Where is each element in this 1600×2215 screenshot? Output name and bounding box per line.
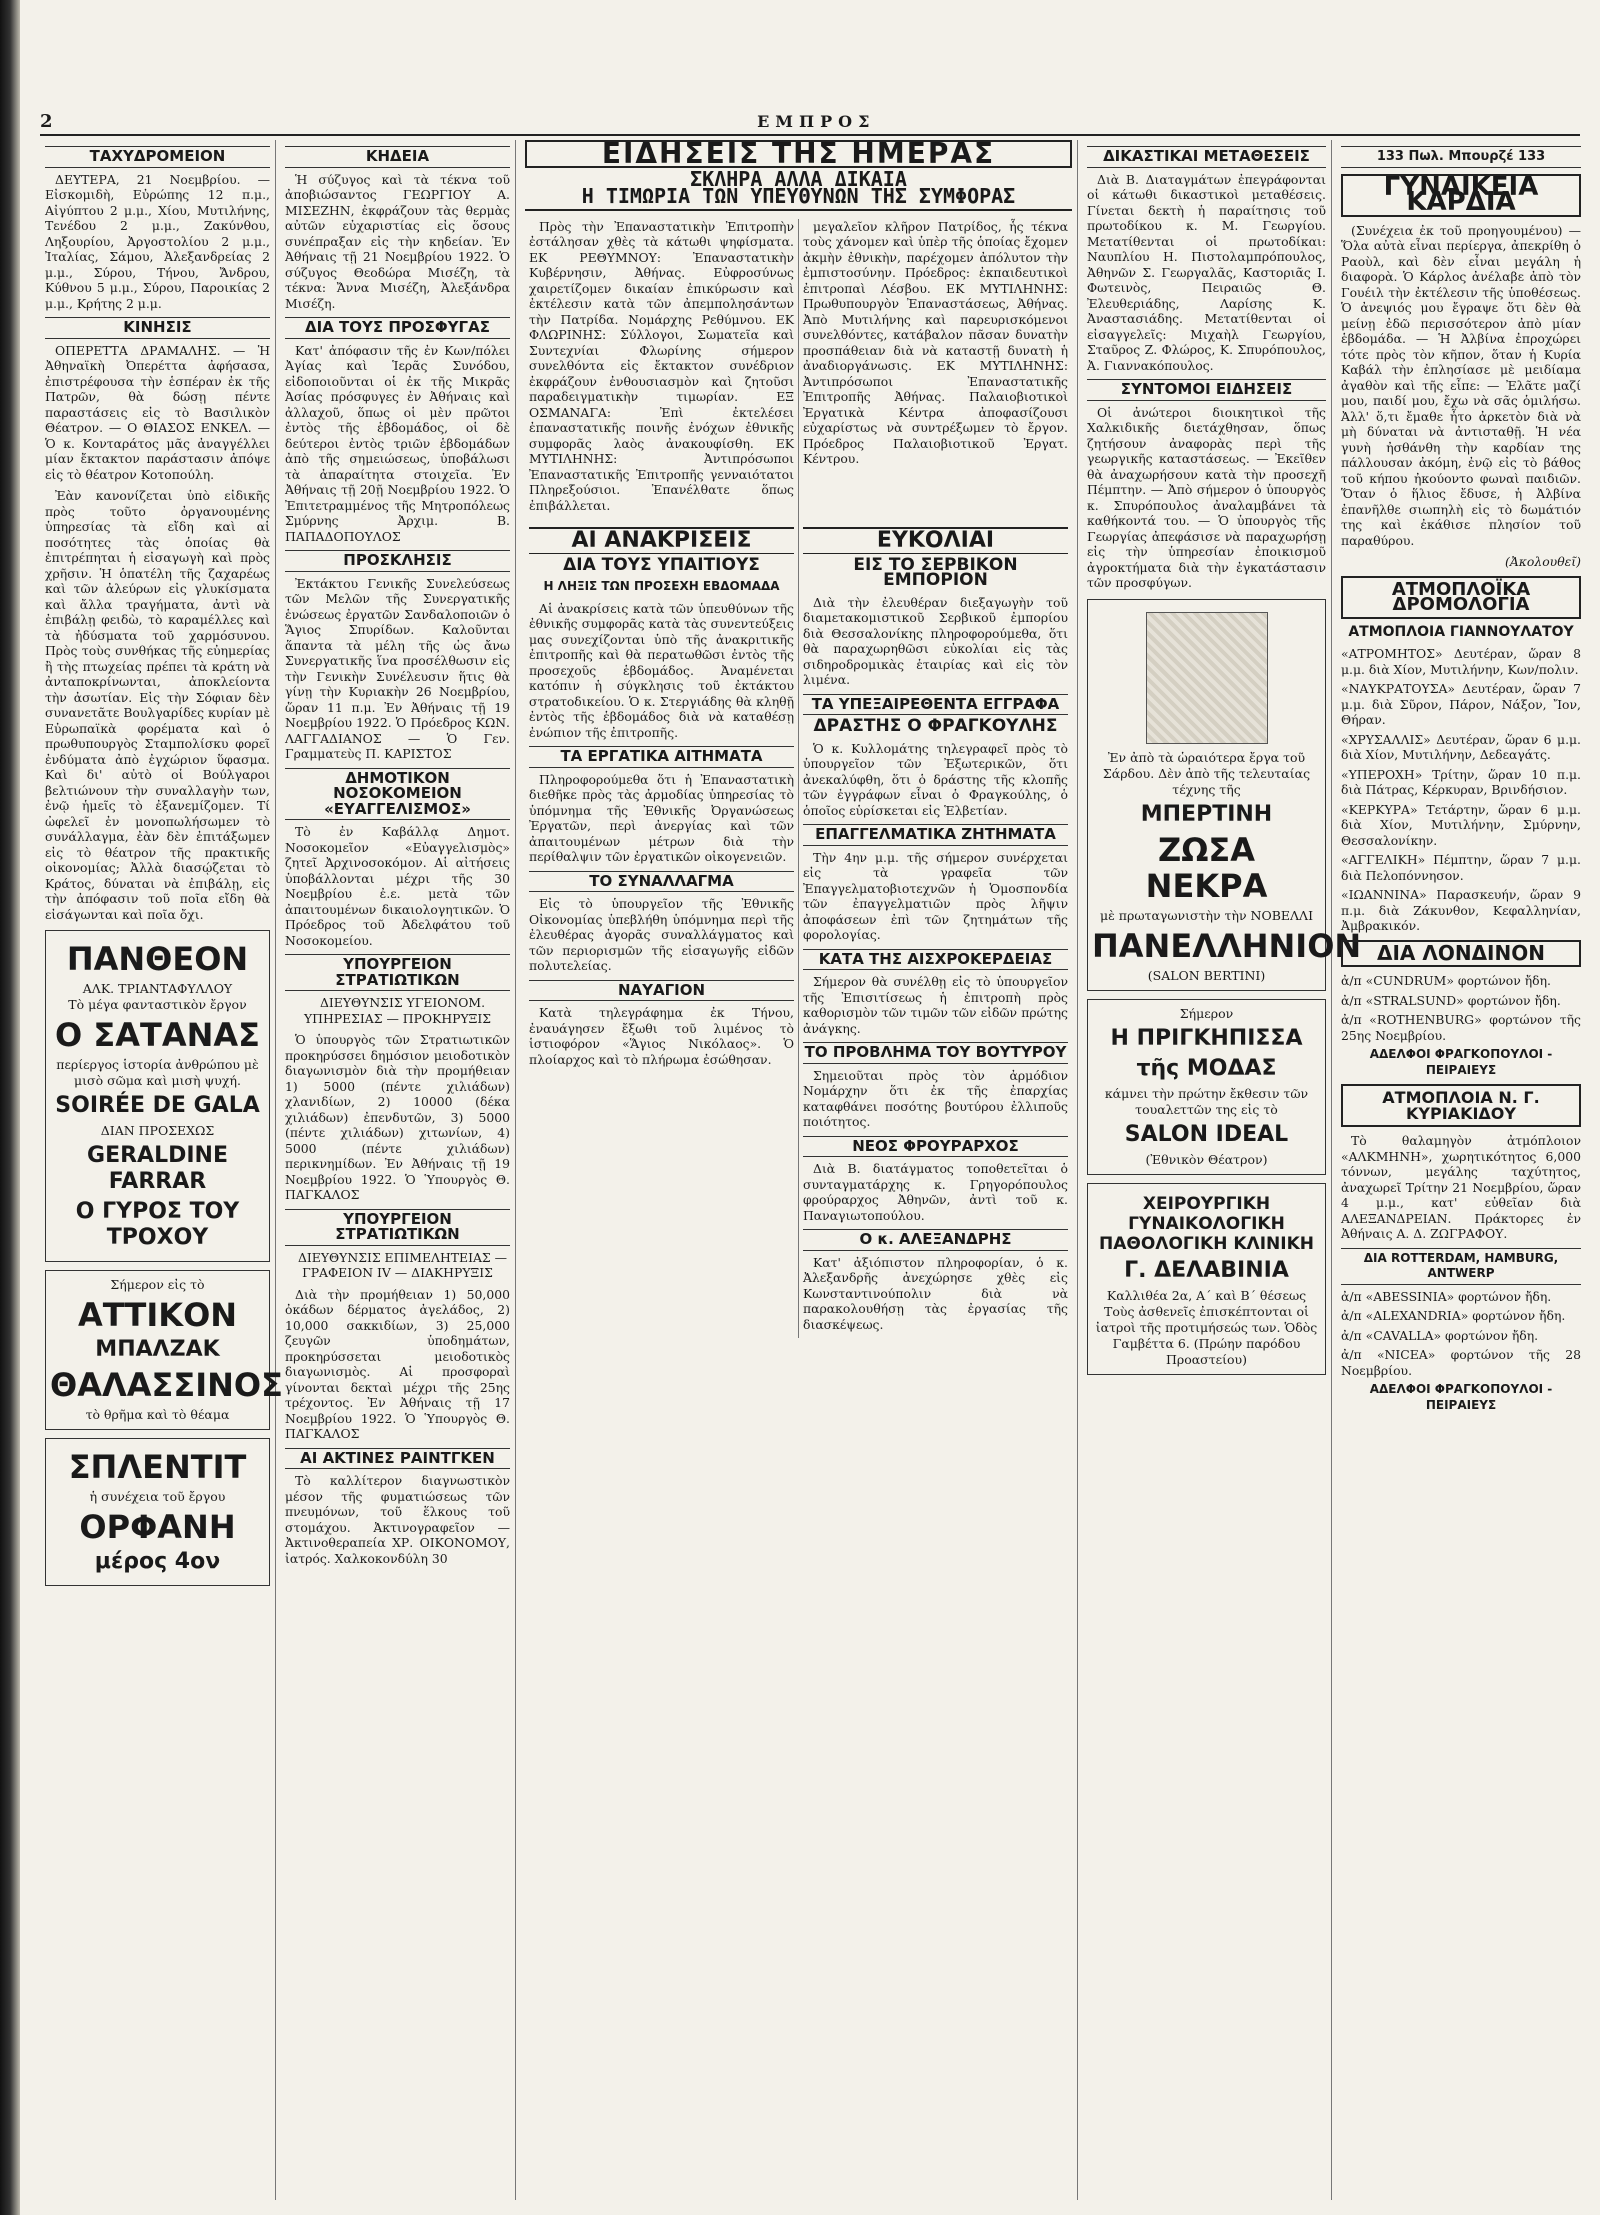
short-news-heading: ΣΥΝΤΟΜΟΙ ΕΙΔΗΣΕΙΣ (1087, 379, 1326, 401)
ad-today: Σήμερον εἰς τὸ (110, 1277, 205, 1292)
exchange-text: Εἰς τὸ ὑπουργεῖον τῆς Ἐθνικῆς Οἰκονομίας ὑπεβλήθη ὑπόμνημα περὶ τῆς ἐλευθέρας ἀγορᾶς συναλλάγματος καὶ τῶν περιορισμῶν τῆς εἰσαγωγῆς εἰδῶν πολυτελείας. (529, 896, 794, 973)
inquiry-text: Αἱ ἀνακρίσεις κατὰ τῶν ὑπευθύνων τῆς ἐθνικῆς συμφορᾶς κατὰ τὰς συνεντεύξεις μας συνεχίζονται ὑπὸ τῆς ἀνακριτικῆς ἐπιτροπῆς καὶ θὰ περατωθῶσι ἐντὸς τῆς προσεχοῦς ἑβδομάδος. Ἀναμένεται κατόπιν ἡ σύγκλησις τοῦ ἐκτάκτου στρατοδικείου. Ὁ κ. Στεργιάδης θὰ κληθῇ ἐντὸς τῆς ἑβδομάδος διὰ νὰ καταθέσῃ ἐνώπιον τῆς ἐπιτροπῆς. (529, 600, 794, 740)
ad-cinema-name: ΠΑΝΕΛΛΗΝΙΟΝ (1092, 926, 1362, 965)
shipping-routes-heading: ΑΤΜΟΠΛΟΪΚΑ ΔΡΟΜΟΛΟΓΙΑ (1341, 576, 1581, 619)
main-subheadline: Η ΤΙΜΩΡΙΑ ΤΩΝ ΥΠΕΥΘΥΝΩΝ ΤΗΣ ΣΥΜΦΟΡΑΣ (525, 189, 1072, 211)
ad-description: περίεργος ἱστορία ἀνθρώπου μὲ μισὸ σῶμα καὶ μισὴ ψυχή. (56, 1057, 259, 1088)
resolutions-left-text: Πρὸς τὴν Ἐπαναστατικὴν Ἐπιτροπὴν ἐστάλησαν χθὲς τὰ κάτωθι ψηφίσματα. ΕΚ ΡΕΘΥΜΝΟΥ: Ἐπαναστατικὴν Κυβέρνησιν, Ἀθήνας. Εὐφροσύνως χαιρετίζομεν δικαίαν ἐπικύρωσιν καὶ ἐκτέλεσιν κατὰ τῶν ἀπεμπολησάντων τὴν Πατρίδα. Νομάρχης Ρεθύμνου. ΕΚ ΦΛΩΡΙΝΗΣ: Σύλλογοι, Σωματεῖα καὶ Συντεχνίαι Φλωρίνης σήμερον συνελθόντα εἰς ἔκτακτον συνέδριον ἐκφράζουν ἐνθουσιασμὸν καὶ ζητοῦσι παραδειγματικὴν τιμωρίαν. ΕΞ ΟΣΜΑΝΑΓΑ: Ἐπὶ ἐκτελέσει ἐπαναστατικῆς ποινῆς ἐνόχων ἐθνικῆς συμφορᾶς λαὸς ἀνακουφίσθη. ΕΚ ΜΥΤΙΛΗΝΗΣ: Ἀντιπρόσωποι Ἐπαναστατικῆς Ἐπιτροπῆς γενναιότατοι Πληρεξούσιοι. Ἐπανέλθατε ὅπως ἐπιβάλλεται. (529, 218, 794, 513)
alexandris-text: Κατ' ἀξιόπιστον πληροφορίαν, ὁ κ. Ἀλεξανδρῆς ἀνεχώρησε χθὲς εἰς Κωνσταντινούπολιν διὰ νὰ παρακολουθήσῃ τὰς ἐργασίας τῆς διασκέψεως. (803, 1254, 1068, 1332)
documents-subheading: ΔΡΑΣΤΗΣ Ο ΦΡΑΓΚΟΥΛΗΣ (813, 716, 1058, 736)
post-office-heading: ΤΑΧΥΔΡΟΜΕΙΟΝ (45, 146, 270, 168)
butter-text: Σημειοῦται πρὸς τὸν ἀρμόδιον Νομάρχην ὅτι ἐκ τῆς ἐπαρχίας καταφθάνει ποσότης βουτύρου ἐλλιποῦς ποιότητος. (803, 1067, 1068, 1129)
ad-owner: ΑΛΚ. ΤΡΙΑΝΤΑΦΥΛΛΟΥ (82, 981, 233, 996)
splendid-cinema-ad (45, 1438, 270, 1586)
article-text: Ἐὰν κανονίζεται ὑπὸ εἰδικῆς πρὸς τοῦτο ὀργανουμένης ὑπηρεσίας τὰ εἴδη καὶ αἱ ποσότητες τὰς ὁποίας θὰ ἐπιτρέπηται ἡ εἰσαγωγὴ καὶ πρὸς χρῆσιν. Ἡ ὁπατέλη τῆς ζαχαρέως καὶ τῶν ἀλεύρων εἰς γλυκίσματα καὶ ἄλλα τραγήματα, ἀντὶ νὰ ἐπιβάλῃ φειδὼ, τὸ καραμέλλες καὶ τὰ ἠδύσματα τοῦ χαρμόσυνου. Πρὸς τοὺς συνθήκας τῆς εὐημερίας ἢ τὴς πτωχείας πρέπει τὰ κράτη νὰ ἀνταποκρίνωνται, ἀποκλείοντα τὴν ἀσωτίαν. Εἰς τὴν Σόφιαν δὲν συνανετᾶτε Βουλγαρίδες κυρίαν μὲ Εὐρωπαϊκὰ φορέματα καὶ ὁ πρωθυπουργὸς Σταμπολίσκυ φορεῖ ἐνδύματα ἀπὸ ἐγχώριον ὕφασμα. Καὶ δι' αὐτὸ οἱ Βούλγαροι βελτιώνουν τὴν συναλλαγὴν των, ἐνῷ ἡμεῖς τὸ ἐξανεμίζομεν. Τί ὠφελεῖ ἐν μονοπωλήσωμεν τὸ συνάλλαγμα, ἐὰν δὲν ἐπιτάξωμεν εἰς τὸ θέατρον τῆς πρακτικῆς οἰκονομίας; Ἀλλὰ διασῴζεται τὸ Κράτος, δύναται νὰ ἐπιβάλῃ, εἰς τὴν ἀπόφασιν τοῦ ποῖα εἴδη θὰ εἰσάγωνται καὶ ποῖα ὄχι. (45, 488, 270, 922)
theatre-heading: ΚΙΝΗΣΙΣ (45, 317, 270, 339)
list-item: «ΑΓΓΕΛΙΚΗ» Πέμπτην, ὥραν 7 μ.μ. διὰ Πελοπόννησον. (1341, 852, 1581, 883)
column-1 (40, 140, 283, 2200)
shipwreck-heading: ΝΑΥΑΓΙΟΝ (529, 980, 794, 1002)
alexandris-heading: Ο κ. ΑΛΕΞΑΝΔΡΗΣ (803, 1229, 1068, 1251)
ad-line-2: μὲ πρωταγωνιστὴν τὴν ΝΟΒΕΛΛΙ (1099, 907, 1314, 923)
labor-text: Πληροφορούμεθα ὅτι ἡ Ἐπαναστατικὴ διεθῆκε πρὸς τὰς ἀρμοδίας ὑπηρεσίας τὸ ὑπόμνημα τῆς Ἐθνικῆς Ὀργανώσεως Ἐργατῶν, περὶ ἀνεργίας καὶ τῶν ἀπαιτουμένων μέτρων διὰ τὴν περίθαλψιν τῶν ἐργατικῶν οἰκογενειῶν. (529, 771, 794, 864)
serial-text: (Συνέχεια ἐκ τοῦ προηγουμένου) — Ὅλα αὐτὰ εἶναι περίεργα, ἀπεκρίθη ὁ Ραοὺλ, καὶ δὲν εἶναι μεγάλη ἡ διαφορὰ. Ὁ Κάρλος ἀνέλαβε ἀπὸ τὸν Γουέιλ τὴν ἐκτέλεσιν τῆς ὑποθέσεως. Ὁ ἀνεψιός μου ἔγραψε ὅτι δὲν θὰ μείνῃ ἐδῶ περισσότερον ἀπὸ μίαν ἑβδομάδα. — Ἡ Ἀλβίνα ἐπροχώρει τότε πρὸς τὸν κῆπον, ὅταν ἡ Κυρία Καβάλ τὴν ἐπλησίασε μὲ μειδίαμα ἀγαθὸν καὶ τῆς εἶπε: — Ἐλᾶτε μαζί μου, παιδί μου, ἔχω νὰ σᾶς ὁμιλήσω. Ἀλλ' ὅ,τι ἔμαθε ἦτο ἀρκετὸν διὰ νὰ μὴ δύναται νὰ ἀντισταθῇ. Ἡ νέα γυνὴ ἠσθάνθη τὴν καρδίαν της πάλλουσαν ἀκόμη, ἐνῷ εἰς τὸ βάθος τοῦ κήπου ἠκούοντο φωναὶ παιδιῶν. Ὅταν ὁ ἥλιος ἔδυσε, ἡ Ἀλβίνα ἐπανῆλθε σιωπηλὴ εἰς τὸ δωμάτιόν της καὶ ἐκάθισε πλησίον τοῦ παραθύρου. (1341, 222, 1581, 548)
ministry-notice-1-sub: ΔΙΕΥΘΥΝΣΙΣ ΥΓΕΙΟΝΟΜ. ΥΠΗΡΕΣΙΑΣ — ΠΡΟΚΗΡΥΞΙΣ (303, 995, 492, 1026)
ad-cinema-name: ΣΠΛΕΝΤΙΤ (68, 1448, 247, 1486)
profiteering-text: Σήμερον θὰ συνέλθῃ εἰς τὸ ὑπουργεῖον τῆς Ἐπισιτίσεως ἡ ἐπιτροπὴ πρὸς καθορισμὸν τῶν τιμῶν τῶν εἰδῶν πρώτης ἀνάγκης. (803, 974, 1068, 1036)
refugees-heading: ΔΙΑ ΤΟΥΣ ΠΡΟΣΦΥΓΑΣ (285, 317, 510, 339)
serial-header: 133 Πωλ. Μπουρζέ 133 (1341, 146, 1581, 168)
shipping-routes-list (1341, 646, 1581, 934)
xray-text: Τὸ καλλίτερον διαγνωστικὸν μέσον τῆς φυματιώσεως τῶν πνευμόνων, τοῦ ἕλκους τοῦ στομάχου. Ἀκτινογραφεῖον — Ἀκτινοθεραπεία ΧΡ. ΟΙΚΟΝΟΜΟΥ, ἰατρός. Χαλκοκονδύλη 30 (285, 1473, 510, 1566)
theatre-text: ΟΠΕΡΕΤΤΑ ΔΡΑΜΑΛΗΣ. — Ἡ Ἀθηναϊκὴ Ὀπερέττα ἀφήσασα, ἐπιστρέφουσα τὴν ἑσπέραν ἐκ τῆς Πατρῶν, θὰ δώσῃ πέντε παραστάσεις εἰς τὸ Βασιλικὸν Θέατρον. — Ο ΘΙΑΣΟΣ ΕΝΚΕΛ. — Ὁ κ. Κονταράτος μᾶς ἀναγγέλλει μίαν ἔκτακτον παράστασιν ἀπόψε εἰς τὸ θέατρον Κοτοπούλη. (45, 342, 270, 482)
ad-star-name: GERALDINE FARRAR (87, 1143, 228, 1194)
clinic-doctor: Γ. ΔΕΛΑΒΙΝΙΑ (1124, 1257, 1289, 1283)
ministry-notice-1-text: Ὁ ὑπουργὸς τῶν Στρατιωτικῶν προκηρύσσει δημόσιον μειοδοτικὸν διαγωνισμὸν διὰ τὴν προμήθειαν 1) 5000 (πέντε χιλιάδων) χλανιδίων, 2) 10000 (δέκα χιλιάδων) ἐπενδυτῶν, 3) 5000 (πέντε χιλιάδων) χιτωνίων, 4) 5000 (πέντε χιλιάδων) περικνημίδων. Ἐν Ἀθήναις τῇ 19 Νοεμβρίου 1922. Ὁ Ὑπουργὸς Θ. ΠΑΓΚΑΛΟΣ (285, 1032, 510, 1202)
profiteering-heading: ΚΑΤΑ ΤΗΣ ΑΙΣΧΡΟΚΕΡΔΕΙΑΣ (803, 949, 1068, 971)
page-gutter-shadow (0, 0, 20, 2215)
funeral-text: Ἡ σύζυγος καὶ τὰ τέκνα τοῦ ἀποβιώσαντος ΓΕΩΡΓΙΟΥ Α. ΜΙΣΕΖΗΝ, ἐκφράζουν τὰς θερμὰς αὐτῶν εὐχαριστίας εἰς ὅσους συνέπραξαν εἰς τὴν κηδείαν. Ἐν Ἀθήναις τῇ 21 Νοεμβρίου 1922. Ὁ σύζυγος Θεοδώρα Μισέζη, τὰ τέκνα: Ἄννα Μισέζη, Ἀλεξάνδρα Μισέζη. (285, 171, 510, 311)
news-of-the-day-banner: ΕΙΔΗΣΕΙΣ ΤΗΣ ΗΜΕΡΑΣ (525, 140, 1072, 168)
facilities-heading: ΕΥΚΟΛΙΑΙ (803, 527, 1068, 554)
shipwreck-text: Κατὰ τηλεγράφημα ἐκ Τήνου, ἐναυάγησεν ἔξωθι τοῦ λιμένος τὸ ἱστιοφόρον «Ἅγιος Νικόλαος». Ὁ πλοίαρχος καὶ τὸ πλήρωμα ἐσώθησαν. (529, 1005, 794, 1067)
pantheon-cinema-ad (45, 930, 270, 1262)
labor-heading: ΤΑ ΕΡΓΑΤΙΚΑ ΑΙΤΗΜΑΤΑ (529, 746, 794, 768)
list-item: ἀ/π «CUNDRUM» φορτώνον ἤδη. (1341, 973, 1551, 988)
list-item: «ΙΩΑΝΝΙΝΑ» Παρασκευήν, ὥραν 9 π.μ. διὰ Ζάκυνθον, Κεφαλληνίαν, Ἀμβρακικόν. (1341, 887, 1581, 933)
ad-work-title: Ο ΓΥΡΟΣ ΤΟΥ ΤΡΟΧΟΥ (75, 1199, 240, 1250)
documents-text: Ὁ κ. Κυλλομάτης τηλεγραφεῖ πρὸς τὸ ὑπουργεῖον τῶν Ἐξωτερικῶν, ὅτι ἀνεκαλύφθη, ὅτι ὁ δράστης τῆς κλοπῆς τῶν ἐγγράφων εἶναι ὁ Φραγκούλης, ὁ ὁποῖος εὑρίσκεται εἰς Ἑλβετίαν. (803, 740, 1068, 818)
ad-star-name: ΜΠΕΡΤΙΝΗ (1140, 801, 1273, 827)
ad-salon: (SALON BERTINI) (1147, 967, 1266, 983)
facilities-subheading: ΕΙΣ ΤΟ ΣΕΡΒΙΚΟΝ ΕΜΠΟΡΙΟΝ (853, 554, 1018, 590)
ad-line: Ἐν ἀπὸ τὰ ὡραιότερα ἔργα τοῦ Σάρδου. Δὲν ἀπὸ τῆς τελευταίας τέχνης τῆς (1102, 749, 1311, 797)
column-6 (1336, 140, 1586, 2200)
ad-soiree: SOIRÉE DE GALA (55, 1093, 260, 1118)
list-item: «ΝΑΥΚΡΑΤΟΥΣΑ» Δευτέραν, ὥραν 7 μ.μ. διὰ Σῦρον, Πάρον, Νάξον, Ἴον, Θήραν. (1341, 681, 1581, 727)
exchange-heading: ΤΟ ΣΥΝΑΛΛΑΓΜΑ (529, 871, 794, 893)
list-item: ἀ/π «ABESSINIA» φορτώνον ἤδη. (1341, 1288, 1552, 1304)
ad-illustration (1146, 612, 1268, 744)
ad-film-author: ΜΠΑΛΖΑΚ (95, 1337, 220, 1362)
list-item: «ΧΡΥΣΑΛΛΙΣ» Δευτέραν, ὥραν 6 μ.μ. διὰ Χίον, Μυτιλήνην, Δεδεαγάτς. (1341, 731, 1581, 762)
ministry-notice-2-heading: ΥΠΟΥΡΓΕΙΟΝ ΣΤΡΑΤΙΩΤΙΚΩΝ (285, 1209, 510, 1246)
funeral-heading: ΚΗΔΕΙΑ (285, 146, 510, 168)
ad-film-title: ΘΑΛΑΣΣΙΝΟΣ (50, 1366, 283, 1404)
rotterdam-heading: ΔΙΑ ROTTERDAM, HAMBURG, ANTWERP (1341, 1248, 1581, 1285)
garrison-heading: ΝΕΟΣ ΦΡΟΥΡΑΡΧΟΣ (803, 1136, 1068, 1158)
list-item: ἀ/π «ALEXANDRIA» φορτώνον ἤδη. (1341, 1308, 1566, 1323)
attikon-cinema-ad (45, 1270, 283, 1430)
judicial-text: Διὰ Β. Διαταγμάτων ἐπεγράφονται οἱ κάτωθι δικαστικοὶ μεταθέσεις. Γίνεται δεκτὴ ἡ παραίτησις τοῦ πρωτοδίκου κ. Μ. Γεωργίου. Μετατίθενται οἱ πρωτοδίκαι: Ναυπλίου Η. Πιστολαμπρόπουλος, Ἀθηνῶν Σ. Γεωργαλᾶς, Καστοριᾶς Ι. Φωτεινὸς, Πειραιῶς Θ. Ἐλευθεριάδης, Λαρίσης Κ. Ἀναστασιάδης. Μετατίθενται οἱ εἰσαγγελεῖς: Μιχαὴλ Γεωργίου, Σταῦρος Ζ. Φλώρος, Κ. Σπυρόπουλος, Ἀ. Γιαννακόπουλος. (1087, 171, 1326, 373)
list-item: «ΚΕΡΚΥΡΑ» Τετάρτην, ὥραν 6 μ.μ. διὰ Χίον, Μυτιλήνην, Σμύρνην, Θεσσαλονίκην. (1341, 801, 1581, 848)
lower-news-strip (525, 519, 1072, 1338)
ad-cinema-name: ΠΑΝΘΕΟΝ (66, 940, 249, 978)
serial-continued: (Ἀκολουθεῖ) (1504, 554, 1581, 569)
resolutions-strip (525, 219, 1072, 520)
xray-heading: ΑΙ ΑΚΤΙΝΕΣ ΡΑΙΝΤΓΚΕΝ (285, 1448, 510, 1470)
ministry-notice-2-sub: ΔΙΕΥΘΥΝΣΙΣ ΕΠΙΜΕΛΗΤΕΙΑΣ — ΓΡΑΦΕΙΟΝ IV — ΔΙΑΚΗΡΥΞΙΣ (297, 1249, 508, 1280)
ad-today: Σήμερον (1179, 1005, 1234, 1021)
clinic-title: ΧΕΙΡΟΥΡΓΙΚΗ ΓΥΝΑΙΚΟΛΟΓΙΚΗ ΠΑΘΟΛΟΓΙΚΗ ΚΛΙΝΙΚΗ (1099, 1193, 1314, 1254)
list-item: «ΑΤΡΟΜΗΤΟΣ» Δευτέραν, ὥραν 8 μ.μ. διὰ Χίον, Μυτιλήνην, Κων/πολιν. (1341, 646, 1581, 677)
ad-sub: ἡ συνέχεια τοῦ ἔργου (89, 1489, 226, 1504)
london-heading: ΔΙΑ ΛΟΝΔΙΝΟΝ (1341, 940, 1581, 968)
ad-sub: τῆς ΜΟΔΑΣ (1136, 1055, 1277, 1081)
list-item: ἀ/π «CAVALLA» φορτώνον ἤδη. (1341, 1327, 1539, 1343)
column-5 (1082, 140, 1362, 2200)
invitations-heading: ΠΡΟΣΚΛΗΣΙΣ (285, 550, 510, 572)
ad-salon: SALON IDEAL (1124, 1121, 1289, 1147)
post-office-text: ΔΕΥΤΕΡΑ, 21 Νοεμβρίου. — Εἰσκομιδὴ, Εὐρώπης 12 π.μ., Αἰγύπτου 2 μ.μ., Χίου, Μυτιλήνης, Τενέδου 2 μ.μ., Ζακύνθου, Ληξουρίου, Ἀργοστολίου 2 μ.μ., Ἰταλίας, Σάμου, Ἀλεξανδρείας 2 μ.μ., Σύρου, Τήνου, Ἄνδρου, Κύθνου 5 μ.μ., Σύρου, Παροικίας 2 μ.μ., Κρήτης 2 μ.μ. (45, 171, 270, 311)
ad-title: Η ΠΡΙΓΚΗΠΙΣΣΑ (1110, 1025, 1303, 1051)
inquiry-subheading-2: Η ΛΗΞΙΣ ΤΩΝ ΠΡΟΣΕΧΗ ΕΒΔΟΜΑΔΑ (543, 579, 780, 593)
professional-text: Τὴν 4ην μ.μ. τῆς σήμερον συνέρχεται εἰς τὰ γραφεῖα τῶν Ἐπαγγελματοβιοτεχνῶν ἡ Ὁμοσπονδία τῶν ἐπαγγελματιῶν πρὸς λῆψιν ἀποφάσεων ἐπὶ τῶν ζητημάτων τῆς φορολογίας. (803, 849, 1068, 942)
fashion-princess-ad (1087, 999, 1326, 1175)
invitations-text: Ἐκτάκτου Γενικῆς Συνελεύσεως τῶν Μελῶν τῆς Συνεργατικῆς ἑνώσεως ἐργατῶν Σανδαλοποιῶν ὁ Ἅγιος Σπυρίδων. Καλοῦνται ἅπαντα τὰ μέλη τῆς ὡς ἄνω Συνεργατικῆς ἵνα προσέλθωσιν εἰς τὴν Γενικὴν Συνέλευσιν ἥτις θὰ γίνῃ τὴν Κυριακὴν 26 Νοεμβρίου, ὥραν 11 π.μ. Ἐν Ἀθήναις τῇ 19 Νοεμβρίου 1922. Ὁ Πρόεδρος ΚΩΝ. ΛΑΓΓΑΔΙΑΝΟΣ — Ὁ Γεν. Γραμματεὺς Π. ΚΑΡΙΣΤΟΣ (285, 575, 510, 761)
ad-film-title: ΟΡΦΑΝΗ (79, 1508, 236, 1546)
london-agent: ΑΔΕΛΦΟΙ ΦΡΑΓΚΟΠΟΥΛΟΙ - ΠΕΙΡΑΙΕΥΣ (1369, 1047, 1553, 1077)
hospital-text: Τὸ ἐν Καβάλλᾳ Δημοτ. Νοσοκομεῖον «Εὐαγγελισμὸς» ζητεῖ Ἀρχινοσοκόμον. Αἱ αἰτήσεις ὑποβάλλονται μέχρι τῆς 30 Νοεμβρίου ἐ.ε. μετὰ τῶν ἀπαιτουμένων δικαιολογητικῶν. Ὁ Πρόεδρος τοῦ Ἀδελφάτου τοῦ Νοσοκομείου. (285, 824, 510, 948)
rotterdam-agent: ΑΔΕΛΦΟΙ ΦΡΑΓΚΟΠΟΥΛΟΙ - ΠΕΙΡΑΙΕΥΣ (1369, 1382, 1553, 1412)
column-2 (280, 140, 516, 2200)
inquiry-subheading: ΔΙΑ ΤΟΥΣ ΥΠΑΙΤΙΟΥΣ (563, 554, 760, 575)
ad-theatre: (Ἐθνικὸν Θέατρον) (1145, 1151, 1268, 1167)
clinic-text: Τοὺς ἀσθενεῖς ἐπισκέπτονται οἱ ἰατροὶ τῆς προτιμήσεώς των. Ὁδὸς Γαμβέττα 6. (Πρώην παρόδου Προαστείου) (1095, 1303, 1318, 1367)
refugees-text: Κατ' ἀπόφασιν τῆς ἐν Κων/πόλει Ἀγίας καὶ Ἱερᾶς Συνόδου, εἰδοποιοῦνται οἱ ἐκ τῆς Μικρᾶς Ἀσίας πρόσφυγες ἐν Ἀθήναις καὶ ἀλλαχοῦ, ὅπως οἱ μὲν πρῶτοι ἐντὸς τῆς ἑβδομάδος, οἱ δὲ δεύτεροι ἐντὸς τριῶν ἑβδομάδων ἀπὸ τῆς σημειώσεως, ὑποβάλωσι τὰ ἀπαραίτητα στοιχεῖα. Ἐν Ἀθήναις τῇ 20ῇ Νοεμβρίου 1922. Ὁ Ἐπιτετραμμένος τῆς Μητροπόλεως Σμύρνης Ἀρχιμ. Β. ΠΑΠΑΔΟΠΟΥΛΟΣ (285, 342, 510, 544)
ad-film-title: ΖΩΣΑ ΝΕΚΡΑ (1145, 830, 1268, 905)
clinic-ad (1087, 1183, 1326, 1375)
list-item: ἀ/π «STRALSUND» φορτώνον ἤδη. (1341, 992, 1561, 1008)
butter-heading: ΤΟ ΠΡΟΒΛΗΜΑ ΤΟΥ ΒΟΥΤΥΡΟΥ (803, 1042, 1068, 1064)
list-item: «ΥΠΕΡΟΧΗ» Τρίτην, ὥραν 10 π.μ. διὰ Πάτρας, Κέρκυραν, Βρινδήσιον. (1341, 766, 1581, 797)
center-news-block (520, 137, 1078, 2200)
garrison-text: Διὰ Β. διατάγματος τοποθετεῖται ὁ συνταγματάρχης κ. Γρηγορόπουλος φρούραρχος Ἀθηνῶν, ἀντὶ τοῦ κ. Παναγιωτοπούλου. (803, 1161, 1068, 1223)
facilities-text: Διὰ τὴν ἐλευθέραν διεξαγωγὴν τοῦ διαμετακομιστικοῦ Σερβικοῦ ἐμπορίου διὰ Θεσσαλονίκης πληροφορούμεθα, ὅτι θὰ παραχωρηθῶσι εὐκολίαι εἰς τὰς σιδηροδρομικὰς ἑταιρίας καὶ εἰς τὸν λιμένα. (803, 594, 1068, 687)
short-news-text: Οἱ ἀνώτεροι διοικητικοὶ τῆς Χαλκιδικῆς διετάχθησαν, ὅπως ζητήσουν ἀναφορὰς περὶ τῆς γεωργικῆς καταστάσεως. — Ἐκεῖθεν θὰ ἀναχωρήσουν κατὰ τὴν προσεχῆ Πέμπτην. — Ἀπὸ σήμερον ὁ ὑπουργὸς κ. Σπυρόπουλος ἀναλαμβάνει τὰ καθήκοντά του. — Ὁ ὑπουργὸς τῆς Γεωργίας ἀπεφάσισε νὰ παραχωρήσῃ εἰς τὴν ὑπηρεσίαν ἐποικισμοῦ ἀγροκτήματα διὰ τὴν ἐγκατάστασιν τῶν προσφύγων. (1087, 404, 1326, 590)
professional-heading: ΕΠΑΓΓΕΛΜΑΤΙΚΑ ΖΗΤΗΜΑΤΑ (803, 824, 1068, 846)
list-item: ἀ/π «ROTHENBURG» φορτώνον τῆς 25ης Νοεμβρίου. (1341, 1012, 1581, 1043)
ad-film-title: Ο ΣΑΤΑΝΑΣ (55, 1016, 260, 1054)
ad-part: μέρος 4ον (94, 1549, 221, 1574)
kyriakidis-heading: ΑΤΜΟΠΛΟΙΑ Ν. Γ. ΚΥΡΙΑΚΙΔΟΥ (1341, 1084, 1581, 1127)
main-headline: ΣΚΛΗΡΑ ΑΛΛΑ ΔΙΚΑΙΑ (690, 166, 907, 191)
ad-announcement: ΔΙΑΝ ΠΡΟΣΕΧΩΣ (100, 1123, 215, 1138)
ad-line: κάμνει τὴν πρώτην ἔκθεσιν τῶν τουαλεττῶν της εἰς τὸ (1104, 1085, 1309, 1117)
inquiry-heading: ΑΙ ΑΝΑΚΡΙΣΕΙΣ (529, 527, 794, 554)
newspaper-name: ΕΜΠΡΟΣ (757, 111, 876, 131)
ad-line: Τὸ μέγα φανταστικὸν ἔργον (68, 997, 247, 1012)
ministry-notice-2-text: Διὰ τὴν προμήθειαν 1) 50,000 ὀκάδων δέρματος ἀγελάδος, 2) 10,000 σακκιδίων, 3) 25,000 ζευγῶν ὑποδημάτων, προκηρύσσεται μειοδοτικὸς διαγωνισμὸς. Αἱ προσφοραὶ γίνονται δεκταὶ μέχρι τῆς 25ης τρέχοντος. Ἐν Ἀθήναις τῇ 17 Νοεμβρίου 1922. Ὁ Ὑπουργὸς Θ. ΠΑΓΚΑΛΟΣ (285, 1286, 510, 1441)
shipping-company: ΑΤΜΟΠΛΟΙΑ ΓΙΑΝΝΟΥΛΑΤΟΥ (1348, 623, 1574, 640)
page-header (40, 108, 1580, 136)
hospital-heading: ΔΗΜΟΤΙΚΟΝ ΝΟΣΟΚΟΜΕΙΟΝ «ΕΥΑΓΓΕΛΙΣΜΟΣ» (285, 768, 510, 821)
ministry-notice-1-heading: ΥΠΟΥΡΓΕΙΟΝ ΣΤΡΑΤΙΩΤΙΚΩΝ (285, 954, 510, 991)
page-number: 2 (40, 110, 53, 132)
ad-cinema-name: ΑΤΤΙΚΟΝ (77, 1296, 238, 1334)
judicial-heading: ΔΙΚΑΣΤΙΚΑΙ ΜΕΤΑΘΕΣΕΙΣ (1087, 146, 1326, 168)
documents-heading: ΤΑ ΥΠΕΞΑΙΡΕΘΕΝΤΑ ΕΓΓΡΑΦΑ (803, 694, 1068, 716)
panellinion-cinema-ad (1087, 599, 1362, 991)
kyriakidis-text: Τὸ θαλαμηγὸν ἀτμόπλοιον «ΑΛΚΜΗΝΗ», χωρητικότητος 6,000 τόννων, μεγάλης ταχύτητος, ἀναχωρεῖ Τρίτην 21 Νοεμβρίου, ὥραν 4 μ.μ., κατ' εὐθεῖαν διὰ ΑΛΕΞΑΝΔΡΕΙΑΝ. Πράκτορες ἐν Ἀθήναις Α. Δ. ΖΩΓΡΑΦΟΥ. (1341, 1133, 1581, 1241)
list-item: ἀ/π «NICEA» φορτώνον τῆς 28 Νοεμβρίου. (1341, 1347, 1581, 1378)
clinic-address: Καλλιθέα 2α, Α΄ καὶ Β΄ θέσεως (1106, 1287, 1307, 1303)
resolutions-right-text: μεγαλεῖον κλῆρον Πατρίδος, ἧς τέκνα τοὺς χάνομεν καὶ ὑπὲρ τῆς ὁποίας ἔχομεν ἀκμὴν ἐθνικὴν, παρέχομεν ἀπόλυτον τὴν ἐμπιστοσύνην. Πρόεδρος: ἐκπαιδευτικοὶ ἐπιτροπαὶ Λέσβου. ΕΚ ΜΥΤΙΛΗΝΗΣ: Πρωθυπουργὸν Ἐπαναστάσεως, Ἀθήνας. Ἀπὸ Μυτιλήνης καὶ παρευρισκόμενοι συνελθόντες, κατάβαλον πᾶσαν δυνατὴν προσπάθειαν διὰ νὰ καταστῇ δυνατὴ ἡ ἀναδιοργάνωσις. ΕΚ ΜΥΤΙΛΗΝΗΣ: Ἀντιπρόσωποι Ἐπαναστατικῆς Ἐπιτροπῆς Ἀθήνας. Παλαιοβιοτικοὶ Ἐργατικὰ Κέντρα ἀποφασίζουσι εὐχαρίστως νὰ συντρέξωμεν τὸ ἔργον. Πρόεδρος Παλαιοβιοτικοῦ Ἐργατ. Κέντρου. (803, 218, 1068, 466)
serial-title: ΓΥΝΑΙΚΕΙΑ ΚΑΡΔΙΑ (1341, 174, 1581, 217)
ad-note: τὸ θρῆμα καὶ τὸ θέαμα (85, 1407, 230, 1422)
